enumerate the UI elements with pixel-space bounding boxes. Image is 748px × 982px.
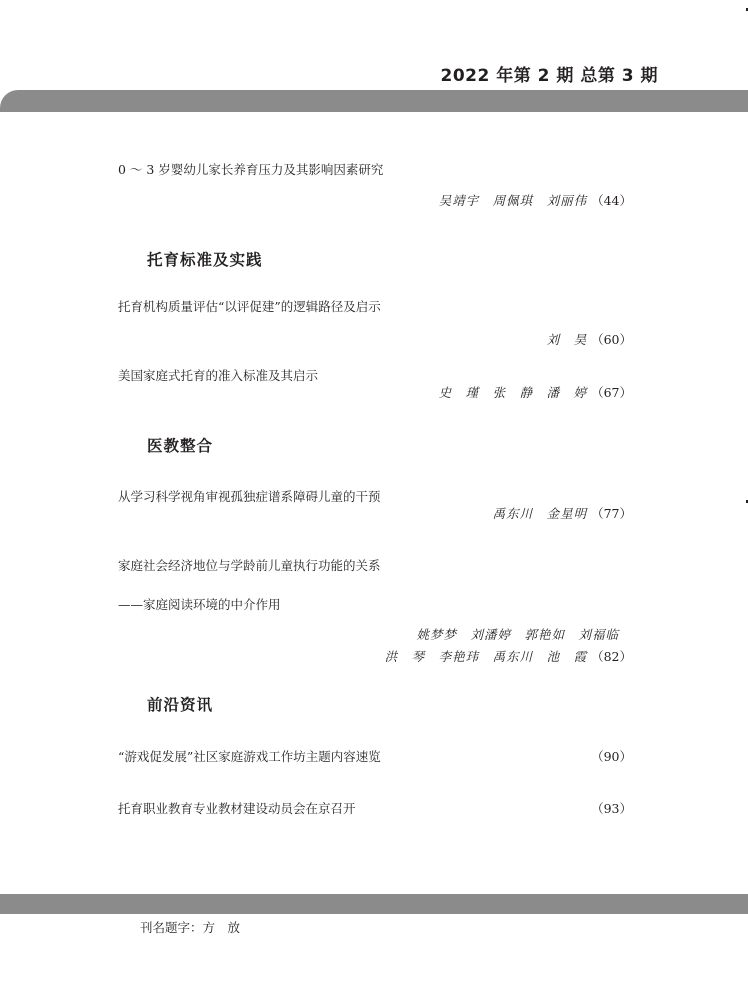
- page-number: （67）: [591, 385, 632, 400]
- article-authors: [439, 383, 632, 401]
- author-names: 洪 琴 李艳玮 禹东川 池 霞: [384, 649, 588, 664]
- author-names: 姚梦梦 刘潘婷 郭艳如 刘福临: [416, 627, 619, 642]
- header-bar: [0, 90, 748, 112]
- article-title[interactable]: 托育职业教育专业教材建设动员会在京召开: [118, 801, 356, 816]
- section-heading: 医教整合: [147, 436, 214, 455]
- article-authors: [547, 330, 632, 348]
- page-number: （44）: [591, 193, 632, 208]
- page-number: （82）: [591, 649, 632, 664]
- article-title[interactable]: 0 ～ 3 岁婴幼儿家长养育压力及其影响因素研究: [118, 162, 384, 177]
- author-names: 吴靖宇 周佩琪 刘丽伟: [438, 193, 588, 208]
- section-heading: 前沿资讯: [147, 695, 214, 714]
- article-authors-line2: [385, 647, 632, 665]
- article-authors: [493, 504, 632, 522]
- page-number: （60）: [591, 332, 632, 347]
- article-subtitle: ——家庭阅读环境的中介作用: [118, 597, 281, 612]
- author-names: 史 瑾 张 静 潘 婷: [438, 385, 588, 400]
- page-number: （93）: [591, 801, 632, 816]
- page-number: （90）: [591, 749, 632, 764]
- article-authors: [439, 191, 632, 209]
- article-title[interactable]: 家庭社会经济地位与学龄前儿童执行功能的关系: [118, 558, 381, 573]
- footer-bar: [0, 894, 748, 914]
- article-title[interactable]: 美国家庭式托育的准入标准及其启示: [118, 368, 319, 383]
- article-title[interactable]: 从学习科学视角审视孤独症谱系障碍儿童的干预: [118, 489, 381, 504]
- article-title[interactable]: “游戏促发展”社区家庭游戏工作坊主题内容速览: [118, 749, 381, 764]
- page-number: （77）: [591, 506, 632, 521]
- author-names: 刘 昊: [546, 332, 588, 347]
- section-heading: 托育标准及实践: [147, 250, 263, 269]
- issue-number: 2022 年第 2 期 总第 3 期: [440, 66, 658, 86]
- author-names: 禹东川 金星明: [492, 506, 588, 521]
- article-authors-line1: [416, 625, 619, 643]
- article-title[interactable]: 托育机构质量评估“以评促建”的逻辑路径及启示: [118, 299, 381, 314]
- calligraphy-credit: 刊名题字：方 放: [140, 920, 241, 935]
